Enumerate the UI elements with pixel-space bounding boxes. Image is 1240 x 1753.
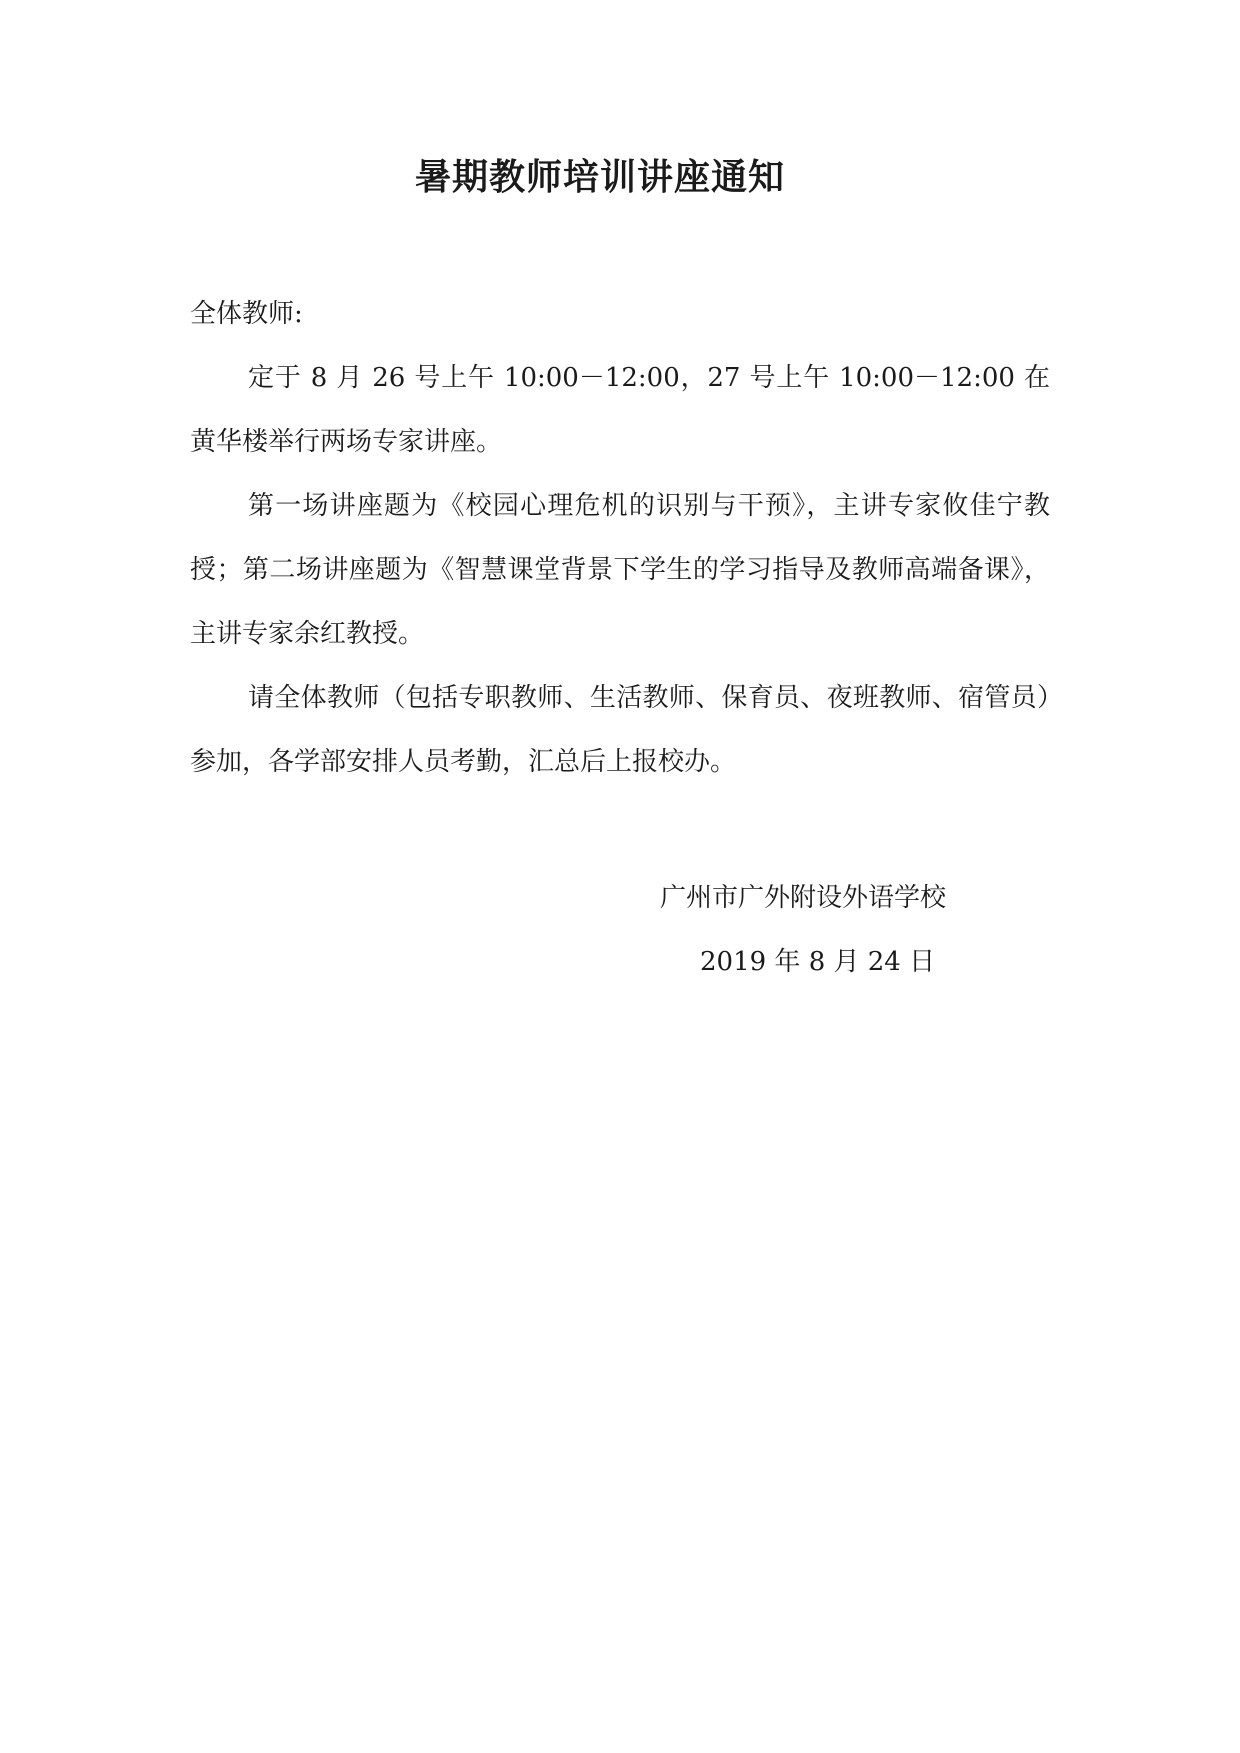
paragraph-lectures: 第一场讲座题为《校园心理危机的识别与干预》，主讲专家攸佳宁教授；第二场讲座题为《智慧课堂背景下学生的学习指导及教师高端备课》，主讲专家余红教授。	[190, 491, 1050, 649]
paragraph-attendance: 请全体教师（包括专职教师、生活教师、保育员、夜班教师、宿管员）参加，各学部安排人员考勤，汇总后上报校办。	[190, 683, 1050, 777]
document-title: 暑期教师培训讲座通知	[414, 156, 785, 198]
salutation: 全体教师:	[190, 299, 303, 329]
paragraph-schedule: 定于 8 月 26 号上午 10:00－12:00，27 号上午 10:00－12:00 在黄华楼举行两场专家讲座。	[190, 363, 1050, 457]
signature-organization: 广州市广外附设外语学校	[660, 883, 947, 913]
signature-date: 2019 年 8 月 24 日	[700, 947, 936, 977]
